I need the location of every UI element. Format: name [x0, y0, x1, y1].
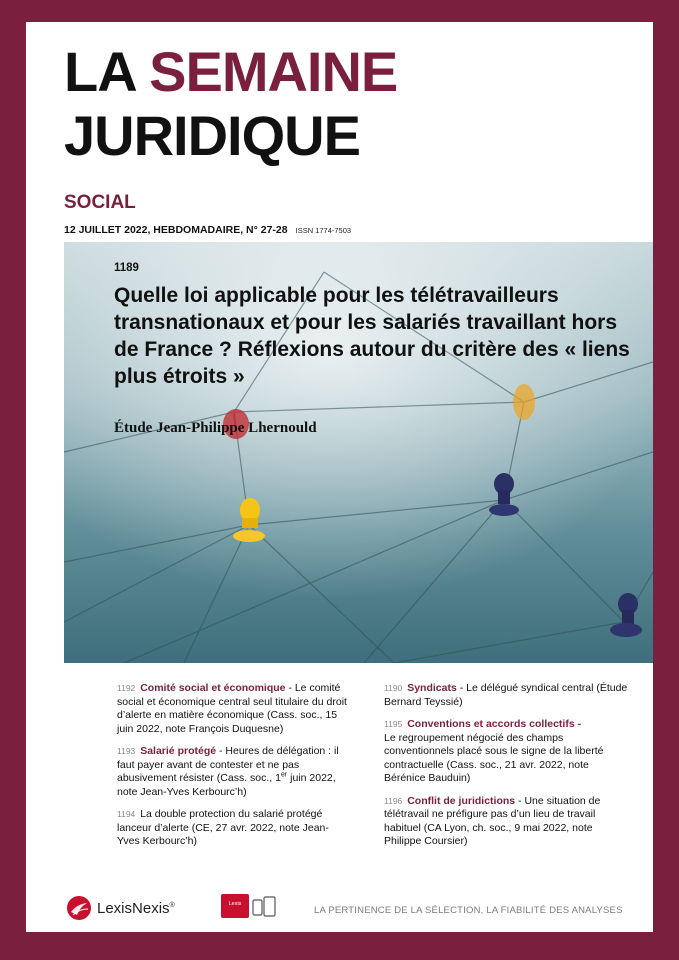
item-number: 1192 — [117, 683, 136, 693]
issn: ISSN 1774-7503 — [295, 226, 352, 235]
item-number: 1195 — [384, 719, 403, 729]
summary-item[interactable] — [384, 682, 629, 709]
feature-author: Étude Jean-Philippe Lhernould — [114, 420, 317, 436]
issue-dateline: 12 JUILLET 2022, HEBDOMADAIRE, N° 27-28 ISSN 1774-7503 — [64, 224, 352, 236]
summary-column-left — [117, 682, 349, 858]
item-heading: Salarié protégé — [140, 745, 217, 757]
item-number: 1194 — [117, 809, 136, 819]
kiosque-label: Lexis Kiosque — [225, 901, 245, 928]
item-heading: Syndicats — [407, 682, 457, 694]
tagline: LA PERTINENCE DE LA SÉLECTION, LA FIABILITÉ DES ANALYSES — [314, 905, 623, 916]
summary-item[interactable] — [117, 808, 349, 849]
lexisnexis-logo-icon — [66, 895, 92, 921]
item-separator: - — [515, 794, 525, 807]
item-number: 1190 — [384, 683, 403, 693]
masthead-accent-word: SEMAINE — [149, 40, 398, 103]
feature-title[interactable]: Quelle loi applicable pour les télétravailleurs transnationaux et pour les salariés travaillant hors de France ? Réflexions autour du critère des « liens plus étroits » — [114, 284, 630, 388]
item-text-continued: juin 2022, note Jean-Yves Kerbourc’h) — [117, 772, 336, 798]
devices-icon — [252, 896, 276, 918]
item-number: 1193 — [117, 746, 136, 756]
summary-column-right — [384, 682, 629, 858]
item-superscript: er — [280, 771, 288, 779]
cover-page — [26, 22, 653, 932]
section-label: SOCIAL — [64, 192, 136, 213]
kiosque-icon[interactable] — [221, 894, 249, 928]
publisher-name: LexisNexis® — [97, 900, 175, 917]
summary-item[interactable] — [384, 795, 629, 849]
item-text: La double protection du salarié protégé lanceur d’alerte (CE, 27 avr. 2022, note Jean-Yves Kerbourc’h) — [117, 808, 329, 847]
feature-image[interactable] — [64, 242, 653, 663]
masthead-title-line2: JURIDIQUE — [64, 104, 360, 167]
item-text: Le regroupement négocié des champs conventionnels placé sous le signe de la liberté contractuelle (Cass. soc., 21 avr. 2022, note Bérénice Bauduin) — [384, 731, 604, 784]
masthead-title-line1: LA SEMAINE — [64, 40, 398, 103]
summary-item[interactable] — [117, 745, 349, 799]
item-separator: - — [216, 745, 226, 757]
summary-item[interactable] — [384, 718, 629, 786]
feature-number: 1189 — [114, 262, 139, 274]
item-text: Le comité social et économique central seul titulaire du droit d’alerte en matière économique (Cass. soc., 15 juin 2022, note François Duquesne) — [117, 682, 347, 735]
item-number: 1196 — [384, 795, 403, 806]
item-separator: - — [285, 682, 295, 694]
item-separator: - — [456, 682, 467, 694]
item-text: Heures de délégation : il faut payer avant de contester et ne pas abusivement résister (Cass. soc., 1 — [117, 745, 339, 784]
item-text: Le délégué syndical central (Étude Bernard Teyssié) — [384, 682, 628, 708]
summary-item[interactable] — [117, 682, 349, 736]
lexisnexis-logo[interactable] — [66, 895, 216, 923]
item-separator: - — [574, 718, 582, 730]
item-heading: Conflit de juridictions — [407, 794, 516, 807]
item-text: Une situation de télétravail ne préfigure pas d’un lieu de travail habituel (CA Lyon, ch. soc., 9 mai 2022, note Philippe Coursier) — [384, 794, 601, 847]
item-heading: Comité social et économique — [140, 682, 286, 694]
item-heading: Conventions et accords collectifs — [407, 718, 575, 730]
